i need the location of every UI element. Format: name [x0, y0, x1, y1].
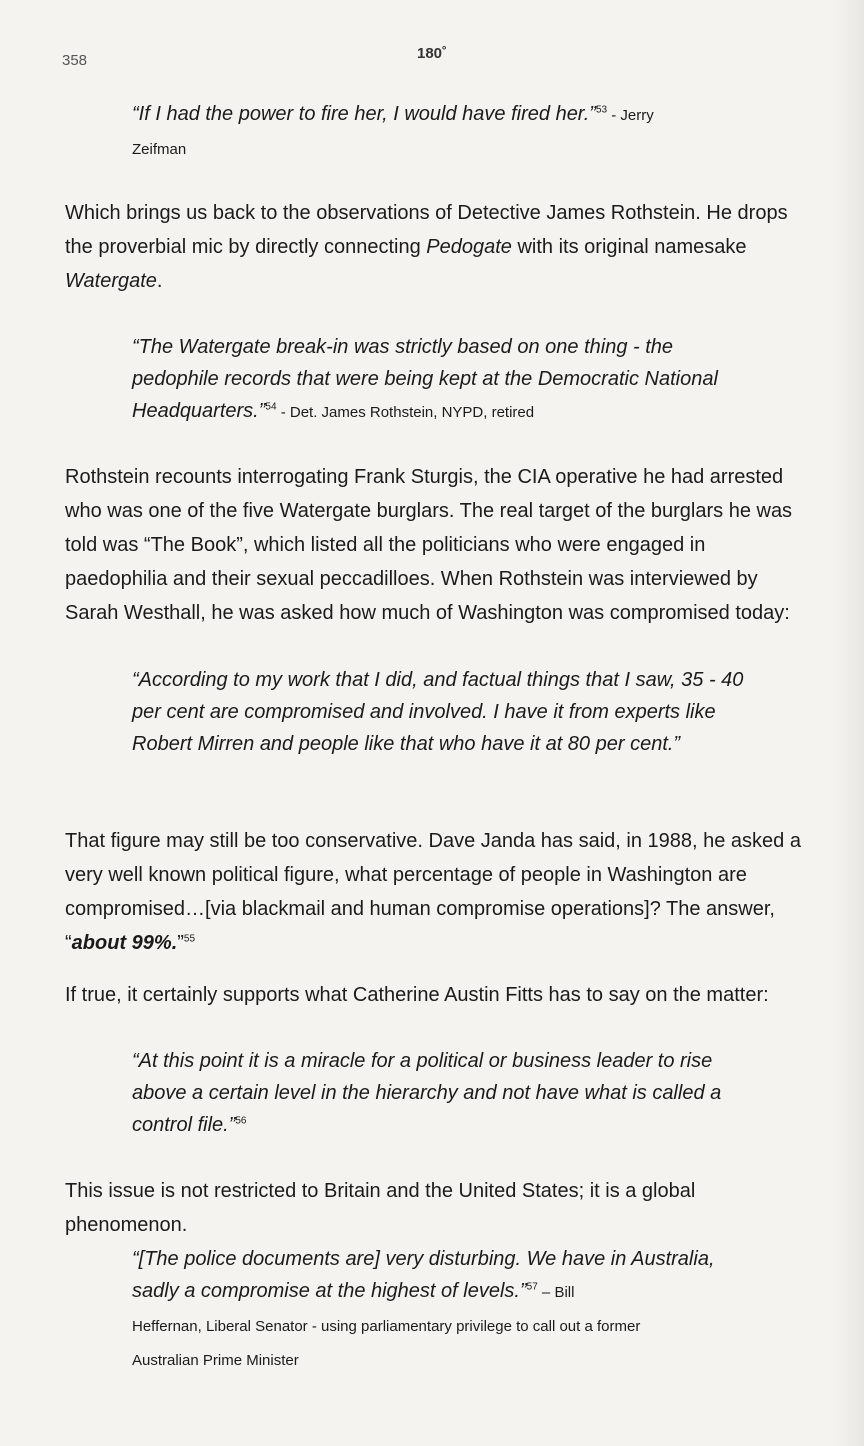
quote-attribution: – Bill — [537, 1284, 575, 1301]
page-edge-shadow — [834, 0, 864, 1446]
quote-attribution-continued: Zeifman — [132, 141, 187, 158]
quote-text: “At this point it is a miracle for a political or business leader to rise above a certain level in the hierarchy and not have what is called a control file.” — [132, 1050, 722, 1136]
footnote-ref: 57 — [526, 1281, 538, 1293]
footnote-ref: 53 — [595, 104, 608, 116]
quote-attribution: - Jerry — [607, 107, 654, 124]
block-quote-zeifman — [132, 98, 732, 166]
emphasis-answer: about 99%. — [71, 932, 178, 954]
footnote-ref: 56 — [235, 1115, 247, 1127]
quote-text: “[The police documents are] very disturbing. We have in Australia, sadly a compromise at the highest of levels.” — [132, 1248, 715, 1302]
paragraph-janda — [65, 824, 805, 960]
quote-attribution-continued: Australian Prime Minister — [132, 1352, 299, 1369]
italic-term-watergate: Watergate — [65, 270, 157, 292]
paragraph-text: . — [156, 270, 163, 292]
italic-term-pedogate: Pedogate — [426, 236, 512, 258]
paragraph-sturgis: Rothstein recounts interrogating Frank Sturgis, the CIA operative he had arrested who was one of the five Watergate burglars. The real target of the burglars he was told was “The Book”, which listed all the politicians who were engaged in paedophilia and their sexual peccadilloes. When Rothstein was interviewed by Sarah Westhall, he was asked how much of Washington was compromised today: — [65, 466, 793, 624]
block-quote-heffernan — [132, 1243, 752, 1377]
quote-attribution-continued: Heffernan, Liberal Senator - using parliamentary privilege to call out a former — [132, 1318, 641, 1335]
paragraph-rothstein-intro — [65, 196, 805, 298]
quote-text: “According to my work that I did, and factual things that I saw, 35 - 40 per cent are compromised and involved. I have it from experts like Robert Mirren and people like that who have it at 80 per cent.” — [132, 669, 744, 755]
paragraph-global: This issue is not restricted to Britain and the United States; it is a global phenomenon. — [65, 1180, 696, 1236]
block-quote-compromised — [132, 664, 752, 760]
paragraph-text: Which brings us back to the observations of Detective James Rothstein. He drops the proverbial mic by directly connecting — [65, 202, 788, 258]
paragraph-fitts-intro: If true, it certainly supports what Catherine Austin Fitts has to say on the matter: — [65, 984, 769, 1006]
footnote-ref: 55 — [183, 933, 196, 945]
quote-text: “The Watergate break-in was strictly based on one thing - the pedophile records that were being kept at the Democratic National Headquarters.” — [132, 336, 718, 422]
paragraph-text: That figure may still be too conservative. Dave Janda has said, in 1988, he asked a very well known political figure, what percentage of people in Washington are compromised…[via blackmail and human compromise operations]? The answer, “ — [65, 830, 801, 954]
quote-text: “If I had the power to fire her, I would have fired her.” — [132, 103, 596, 125]
running-title: 180˚ — [416, 45, 448, 62]
closing-quote: ” — [177, 932, 184, 954]
paragraph-text: with its original namesake — [511, 236, 747, 258]
footnote-ref: 54 — [265, 401, 277, 413]
page-number: 358 — [62, 52, 88, 69]
block-quote-fitts — [132, 1045, 732, 1141]
quote-attribution: - Det. James Rothstein, NYPD, retired — [276, 404, 535, 421]
block-quote-rothstein — [132, 331, 732, 429]
